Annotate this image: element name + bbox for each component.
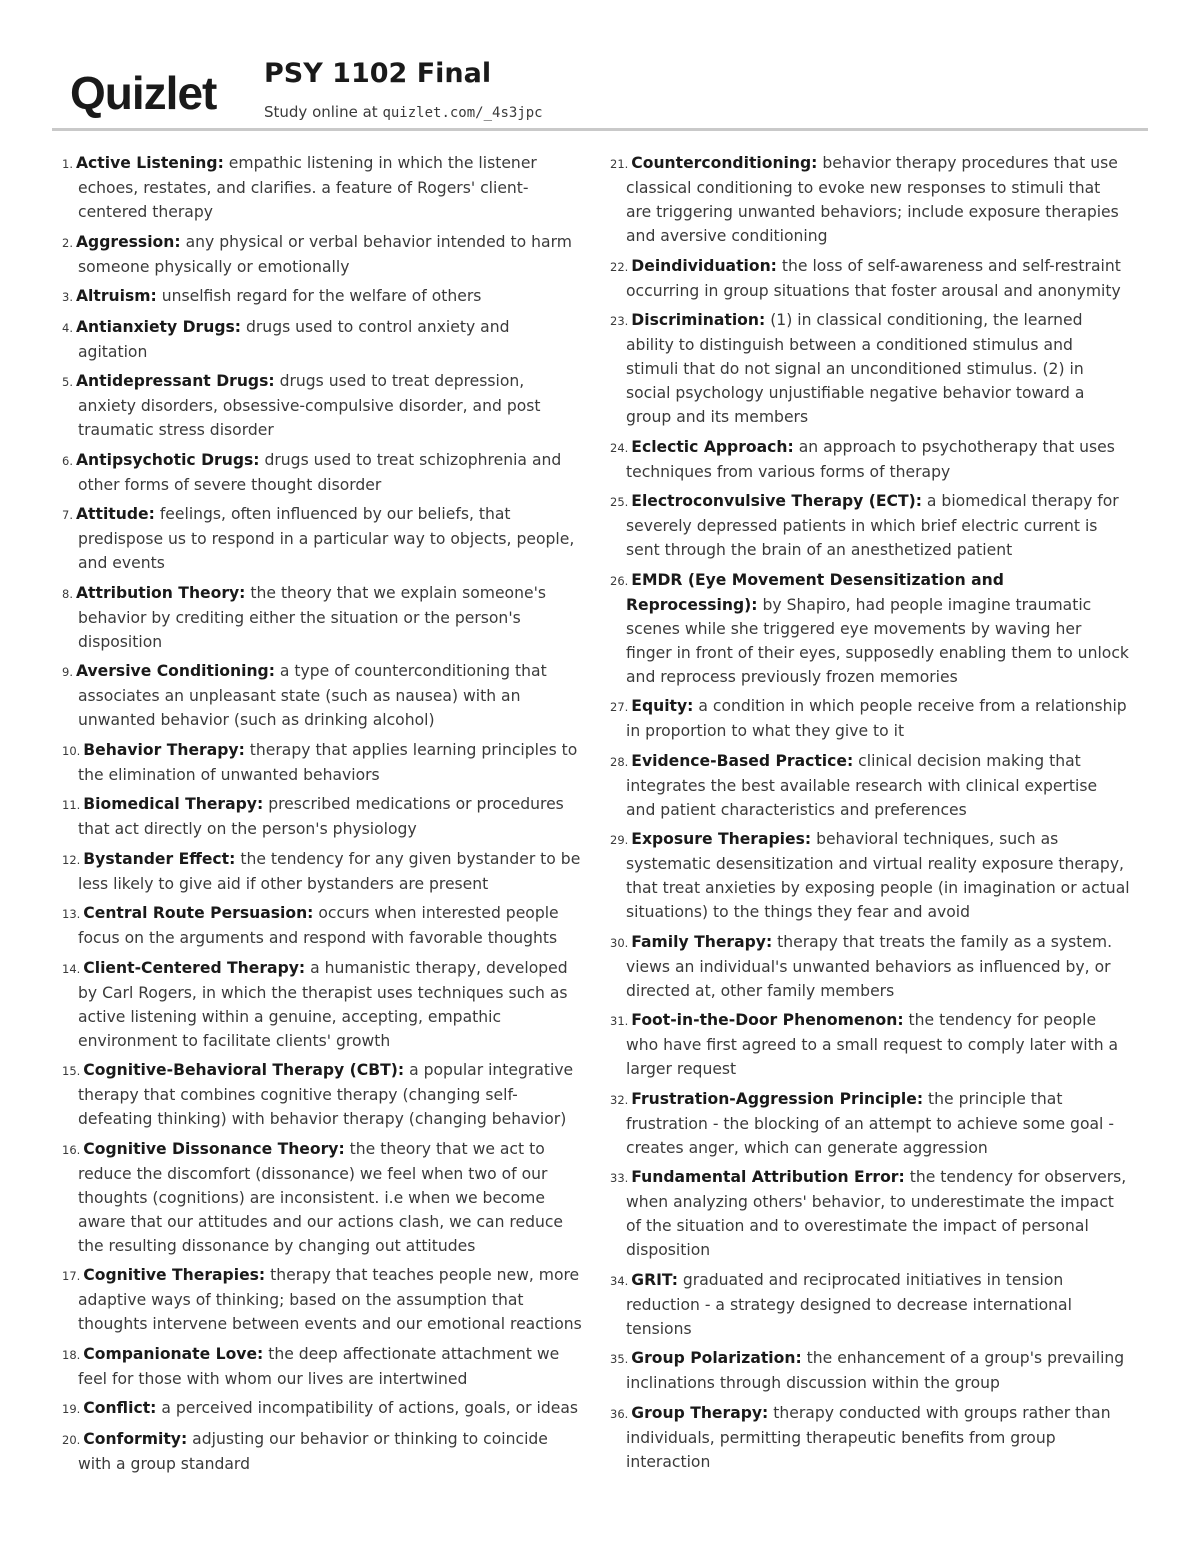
page-header bbox=[52, 52, 1148, 132]
term-definition: a popular integrative therapy that combines cognitive therapy (changing self-defeating thinking) with behavior therapy (changing behavior) bbox=[78, 1061, 574, 1128]
term-word: Discrimination: bbox=[631, 311, 766, 329]
term-entry bbox=[50, 1058, 582, 1131]
term-number: 35. bbox=[610, 1352, 629, 1366]
term-definition: the tendency for observers, when analyzing others' behavior, to underestimate the impact of the situation and to overestimate the impact of personal disposition bbox=[626, 1168, 1127, 1259]
term-number: 34. bbox=[610, 1273, 629, 1288]
term-number: 24. bbox=[610, 440, 629, 455]
term-word: Cognitive Therapies: bbox=[83, 1266, 266, 1284]
term-entry bbox=[50, 659, 582, 732]
term-number: 20. bbox=[62, 1432, 81, 1447]
term-number: 26. bbox=[610, 573, 629, 588]
term-number: 16. bbox=[62, 1142, 81, 1157]
term-entry bbox=[50, 151, 582, 224]
term-number: 9. bbox=[62, 665, 73, 679]
term-entry bbox=[50, 1396, 582, 1421]
term-entry bbox=[598, 1268, 1130, 1341]
term-number: 15. bbox=[62, 1064, 81, 1078]
term-word: Frustration-Aggression Principle: bbox=[631, 1089, 924, 1108]
term-definition: (1) in classical conditioning, the learned ability to distinguish between a conditioned stimulus and stimuli that do not signal an unconditioned stimulus. (2) in social psychology unjustifiable negative behavior toward a group and its members bbox=[626, 311, 1085, 426]
term-entry bbox=[50, 315, 582, 364]
page-title: PSY 1102 Final bbox=[264, 58, 492, 89]
term-number: 14. bbox=[62, 961, 81, 976]
term-entry bbox=[598, 568, 1130, 689]
term-definition: the tendency for people who have first agreed to a small request to comply later with a larger request bbox=[626, 1011, 1119, 1078]
term-number: 32. bbox=[610, 1092, 629, 1107]
term-word: Fundamental Attribution Error: bbox=[631, 1168, 905, 1186]
term-entry bbox=[598, 1087, 1130, 1160]
term-word: Family Therapy: bbox=[631, 932, 773, 951]
term-entry bbox=[50, 1137, 582, 1258]
term-definition: a type of counterconditioning that associates an unpleasant state (such as nausea) with an unwanted behavior (such as drinking alcohol) bbox=[78, 662, 547, 729]
term-entry bbox=[598, 1346, 1130, 1395]
term-definition: any physical or verbal behavior intended to harm someone physically or emotionally bbox=[78, 232, 572, 276]
term-number: 30. bbox=[610, 935, 629, 950]
term-number: 23. bbox=[610, 314, 629, 328]
term-definition: behavioral techniques, such as systematic desensitization and virtual reality exposure therapy, that treat anxieties by exposing people (in imagination or actual situations) to the things they fear and avoid bbox=[626, 830, 1130, 921]
term-number: 12. bbox=[62, 852, 81, 867]
term-word: Attitude: bbox=[75, 505, 155, 523]
term-definition: a condition in which people receive from a relationship in proportion to what they give to it bbox=[626, 697, 1127, 740]
term-number: 21. bbox=[610, 157, 629, 171]
term-word: Group Therapy: bbox=[631, 1403, 769, 1422]
term-word: Cognitive-Behavioral Therapy (CBT): bbox=[83, 1061, 405, 1079]
term-entry bbox=[598, 308, 1130, 429]
term-number: 31. bbox=[610, 1014, 629, 1028]
term-word: Eclectic Approach: bbox=[631, 437, 794, 456]
term-word: Bystander Effect: bbox=[83, 849, 236, 868]
term-entry bbox=[50, 581, 582, 654]
term-word: Foot-in-the-Door Phenomenon: bbox=[631, 1011, 904, 1029]
term-entry bbox=[598, 489, 1130, 562]
term-definition: feelings, often influenced by our beliefs, that predispose us to respond in a particular way to objects, people, and events bbox=[78, 505, 575, 572]
term-number: 4. bbox=[62, 320, 73, 335]
term-definition: a perceived incompatibility of actions, goals, or ideas bbox=[161, 1399, 579, 1417]
term-entry bbox=[598, 254, 1130, 303]
term-number: 17. bbox=[62, 1269, 81, 1283]
term-number: 10. bbox=[62, 743, 81, 758]
term-entry bbox=[598, 930, 1130, 1003]
term-number: 5. bbox=[62, 375, 73, 389]
term-entry bbox=[598, 827, 1130, 924]
study-online-label: Study online at bbox=[264, 103, 383, 121]
term-definition: therapy that teaches people new, more adaptive ways of thinking; based on the assumption that thoughts intervene between events and our emotional reactions bbox=[78, 1266, 582, 1333]
term-word: Equity: bbox=[631, 697, 694, 715]
term-entry bbox=[50, 230, 582, 279]
term-number: 13. bbox=[62, 907, 81, 921]
term-number: 2. bbox=[62, 235, 73, 250]
term-word: Behavior Therapy: bbox=[83, 740, 245, 759]
term-entry bbox=[598, 151, 1130, 248]
term-definition: an approach to psychotherapy that uses techniques from various forms of therapy bbox=[626, 437, 1115, 481]
term-word: Client-Centered Therapy: bbox=[83, 958, 306, 977]
term-word: Central Route Persuasion: bbox=[83, 904, 314, 922]
term-definition: drugs used to treat depression, anxiety disorders, obsessive-compulsive disorder, and post traumatic stress disorder bbox=[78, 372, 541, 439]
term-number: 22. bbox=[610, 259, 629, 274]
term-word: GRIT: bbox=[631, 1270, 678, 1289]
term-word: Counterconditioning: bbox=[631, 154, 818, 172]
term-word: Aversive Conditioning: bbox=[75, 662, 275, 680]
term-definition: behavior therapy procedures that use classical conditioning to evoke new responses to stimuli that are triggering unwanted behaviors; include exposure therapies and aversive conditioning bbox=[626, 154, 1119, 245]
term-definition: unselfish regard for the welfare of others bbox=[161, 287, 482, 305]
term-word: Attribution Theory: bbox=[75, 583, 246, 602]
term-word: Companionate Love: bbox=[83, 1344, 264, 1363]
term-number: 8. bbox=[62, 586, 73, 601]
term-entry bbox=[50, 956, 582, 1053]
term-entry bbox=[50, 1263, 582, 1336]
term-definition: the loss of self-awareness and self-restraint occurring in group situations that foster arousal and anonymity bbox=[626, 256, 1121, 300]
term-word: Antipsychotic Drugs: bbox=[75, 450, 260, 469]
term-definition: graduated and reciprocated initiatives in tension reduction - a strategy designed to decrease international tensions bbox=[626, 1270, 1072, 1338]
term-number: 19. bbox=[62, 1402, 81, 1416]
term-definition: therapy that treats the family as a system. views an individual's unwanted behaviors as influenced by, or directed at, other family members bbox=[626, 932, 1113, 1000]
term-definition: empathic listening in which the listener echoes, restates, and clarifies. a feature of Rogers' client-centered therapy bbox=[78, 154, 537, 221]
term-word: Antidepressant Drugs: bbox=[75, 372, 275, 390]
term-word: Group Polarization: bbox=[631, 1349, 802, 1367]
term-word: Conformity: bbox=[83, 1429, 188, 1448]
term-number: 18. bbox=[62, 1347, 81, 1362]
term-definition: by Shapiro, had people imagine traumatic scenes while she triggered eye movements by waving her finger in front of their eyes, supposedly enabling them to unlock and reprocess previously frozen memories bbox=[626, 595, 1129, 686]
term-word: Cognitive Dissonance Theory: bbox=[83, 1139, 345, 1158]
term-word: Evidence-Based Practice: bbox=[631, 751, 854, 770]
header-divider bbox=[52, 128, 1148, 131]
term-definition: a humanistic therapy, developed by Carl Rogers, in which the therapist uses techniques such as active listening within a genuine, accepting, empathic environment to facilitate clients' growth bbox=[78, 958, 568, 1050]
terms-column-right bbox=[598, 151, 1130, 1479]
term-definition: adjusting our behavior or thinking to coincide with a group standard bbox=[78, 1429, 548, 1473]
term-word: Electroconvulsive Therapy (ECT): bbox=[631, 492, 922, 510]
term-definition: drugs used to treat schizophrenia and other forms of severe thought disorder bbox=[78, 450, 562, 494]
quizlet-logo: Quizlet bbox=[70, 67, 217, 119]
term-number: 11. bbox=[62, 798, 81, 812]
term-entry bbox=[50, 738, 582, 787]
term-definition: a biomedical therapy for severely depressed patients in which brief electric current is sent through the brain of an anesthetized patient bbox=[626, 492, 1119, 559]
term-entry bbox=[50, 502, 582, 575]
term-entry bbox=[50, 1427, 582, 1476]
term-definition: prescribed medications or procedures that act directly on the person's physiology bbox=[78, 795, 564, 838]
term-entry bbox=[50, 369, 582, 442]
term-word: EMDR (Eye Movement Desensitization and Reprocessing): bbox=[626, 570, 1004, 614]
term-entry bbox=[598, 1165, 1130, 1262]
term-word: Altruism: bbox=[75, 287, 157, 305]
term-number: 6. bbox=[62, 453, 73, 468]
term-number: 27. bbox=[610, 700, 629, 714]
term-word: Conflict: bbox=[83, 1399, 157, 1417]
term-number: 28. bbox=[610, 754, 629, 769]
term-definition: drugs used to control anxiety and agitation bbox=[78, 317, 510, 361]
term-definition: occurs when interested people focus on the arguments and respond with favorable thoughts bbox=[78, 904, 559, 947]
term-word: Biomedical Therapy: bbox=[83, 795, 264, 813]
term-number: 1. bbox=[62, 157, 73, 171]
term-word: Aggression: bbox=[75, 232, 181, 251]
term-entry bbox=[598, 435, 1130, 484]
term-word: Antianxiety Drugs: bbox=[75, 317, 242, 336]
term-number: 36. bbox=[610, 1406, 629, 1421]
term-number: 3. bbox=[62, 290, 73, 304]
term-entry bbox=[598, 749, 1130, 822]
terms-column-left bbox=[50, 151, 582, 1481]
term-definition: therapy that applies learning principles to the elimination of unwanted behaviors bbox=[78, 740, 578, 784]
term-entry bbox=[598, 694, 1130, 743]
study-online-line bbox=[264, 103, 543, 121]
term-word: Active Listening: bbox=[75, 154, 224, 172]
term-entry bbox=[50, 448, 582, 497]
term-definition: the tendency for any given bystander to be less likely to give aid if other bystanders are present bbox=[78, 849, 581, 893]
term-definition: the principle that frustration - the blocking of an attempt to achieve some goal - creates anger, which can generate aggression bbox=[626, 1089, 1114, 1157]
term-definition: clinical decision making that integrates the best available research with clinical expertise and patient characteristics and preferences bbox=[626, 751, 1098, 819]
term-entry bbox=[50, 847, 582, 896]
term-word: Exposure Therapies: bbox=[631, 830, 812, 848]
term-entry bbox=[598, 1008, 1130, 1081]
term-definition: the deep affectionate attachment we feel for those with whom our lives are intertwined bbox=[78, 1344, 560, 1388]
study-url: quizlet.com/_4s3jpc bbox=[382, 105, 543, 121]
term-entry bbox=[598, 1401, 1130, 1474]
term-number: 7. bbox=[62, 508, 73, 522]
term-definition: therapy conducted with groups rather than individuals, permitting therapeutic benefits from group interaction bbox=[626, 1403, 1111, 1471]
term-entry bbox=[50, 1342, 582, 1391]
term-entry bbox=[50, 792, 582, 841]
term-entry bbox=[50, 284, 582, 309]
term-definition: the theory that we act to reduce the discomfort (dissonance) we feel when two of our thoughts (cognitions) are inconsistent. i.e when we become aware that our attitudes and our actions clash, we can reduce the resulting dissonance by changing out attitudes bbox=[78, 1139, 564, 1255]
term-entry bbox=[50, 901, 582, 950]
term-word: Deindividuation: bbox=[631, 256, 777, 275]
term-definition: the enhancement of a group's prevailing inclinations through discussion within the group bbox=[626, 1349, 1125, 1392]
term-number: 33. bbox=[610, 1171, 629, 1185]
term-number: 29. bbox=[610, 833, 629, 847]
term-number: 25. bbox=[610, 495, 629, 509]
term-definition: the theory that we explain someone's behavior by crediting either the situation or the person's disposition bbox=[78, 583, 546, 651]
